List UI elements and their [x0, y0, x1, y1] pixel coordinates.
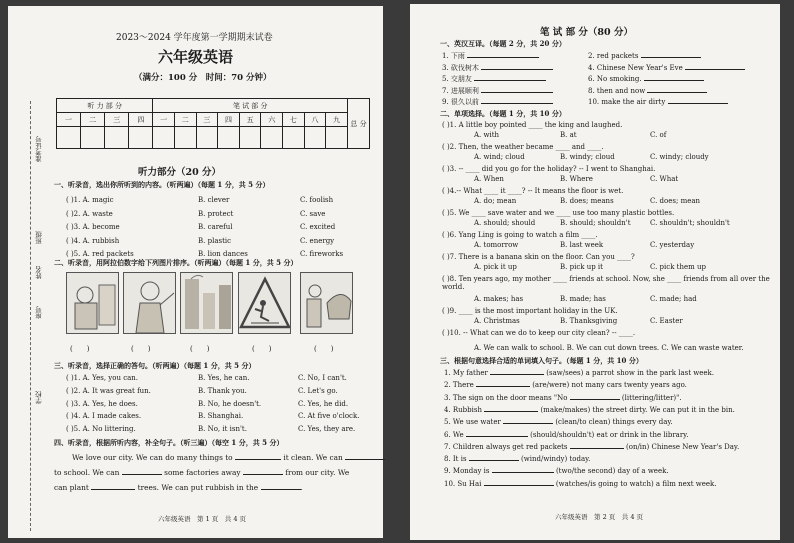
q4-text-3a: can plant [54, 483, 89, 492]
score-cell[interactable] [196, 127, 218, 149]
picture-1 [66, 272, 119, 334]
q4-line-3 [54, 483, 303, 492]
q1-item-2-a[interactable]: ( )2. A. waste [66, 209, 113, 218]
q4-blank-6[interactable] [261, 483, 301, 490]
s2-question-3: ( )3. -- ____ did you go for the holiday? -- I went to Shanghai. [442, 165, 656, 173]
s3-text: 9. Monday is [444, 467, 490, 476]
s3-item-4 [444, 405, 735, 414]
s1-answer-blank[interactable] [481, 86, 553, 93]
q1-item-4-b[interactable]: B. plastic [198, 236, 232, 245]
s2-option-1-c[interactable]: C. of [650, 131, 667, 139]
score-col-w5: 五 [239, 113, 261, 127]
q3-item-5-b[interactable]: B. No, it isn't. [198, 425, 247, 434]
s1-item-right-4 [588, 86, 707, 95]
picture-4-slippery-sign [238, 272, 291, 334]
q1-item-4-c[interactable]: C. energy [300, 236, 335, 245]
s2-option-4-b[interactable]: B. does; means [560, 197, 614, 205]
q1-item-1-b[interactable]: B. clever [198, 196, 230, 204]
s2-question-5: ( )5. We ____ save water and we ____ use too many plastic bottles. [442, 209, 675, 217]
q4-line-2 [54, 468, 349, 477]
s2-question-1: ( )1. A little boy pointed ____ the king and laughed. [442, 121, 623, 129]
main-title: 六年级英语 [158, 48, 234, 66]
side-label-seat: 座号 [35, 306, 43, 319]
s1-term: 7. 进展顺利 [442, 86, 479, 95]
s1-answer-blank[interactable] [668, 97, 728, 104]
s3-item-6 [444, 430, 688, 439]
side-label-class: 班级 [35, 231, 43, 244]
s2-option-8-a[interactable]: A. makes; has [474, 295, 524, 303]
s3-text: 1. My father [444, 369, 488, 377]
picture-2 [123, 272, 176, 334]
year-title: 2023～2024 学年度第一学期期末试卷 [116, 33, 273, 43]
q2-answer-bracket-2[interactable]: ( ) [131, 345, 151, 353]
score-col-l1: 一 [57, 113, 81, 127]
s3-text: (watches/is going to watch) a film next week. [555, 479, 717, 488]
q3-instruction: 三、听录音，选择正确的答句。（听两遍）（每题 1 分，共 5 分） [54, 361, 256, 370]
s3-text: (should/shouldn't) eat or drink in the library. [530, 430, 689, 439]
q4-instruction: 四、听录音，根据所听内容，补全句子。（听三遍）（每空 1 分，共 5 分） [54, 438, 284, 447]
s2-question-7: ( )7. There is a banana skin on the floor. Can you ____? [442, 253, 635, 261]
written-heading: 笔 试 部 分（80 分） [540, 27, 633, 38]
s3-item-5 [444, 417, 673, 426]
picture-3 [180, 272, 233, 334]
q4-text-1a: We love our city. We can do many things to [72, 453, 233, 462]
score-col-w6: 六 [261, 113, 283, 127]
s3-answer-blank[interactable] [492, 466, 554, 473]
score-col-w8: 八 [304, 113, 326, 127]
q3-item-3-c[interactable]: C. Yes, he did. [298, 399, 349, 408]
q1-item-5-b[interactable]: B. lion dances [198, 250, 248, 258]
q4-text-1b: it clean. We can [283, 453, 343, 462]
q1-item-2-b[interactable]: B. protect [198, 209, 234, 218]
q3-item-4-b[interactable]: B. Shanghai. [198, 412, 244, 421]
score-cell[interactable] [105, 127, 129, 149]
s1-term: 10. make the air dirty [588, 98, 666, 107]
s3-text: 10. Su Hai [444, 479, 482, 488]
q3-item-3-a[interactable]: ( )3. A. Yes, he does. [66, 399, 138, 408]
score-col-w2: 二 [174, 113, 196, 127]
s2-option-3-c[interactable]: C. What [650, 175, 679, 183]
s2-q10-options: A. We can walk to school. B. We can cut down trees. C. We can waste water. [474, 344, 744, 352]
q4-text-3c: . [300, 483, 303, 492]
side-label-name: 姓名 [35, 266, 43, 279]
s2-option-3-a[interactable]: A. When [474, 175, 504, 183]
q1-item-5-c[interactable]: C. fireworks [300, 250, 344, 258]
s2-option-9-c[interactable]: C. Easter [650, 317, 683, 325]
q4-blank-3[interactable] [122, 468, 162, 475]
s3-answer-blank[interactable] [476, 380, 530, 387]
q4-line-1 [72, 453, 385, 462]
s3-answer-blank[interactable] [469, 454, 519, 461]
score-cell[interactable] [174, 127, 196, 149]
side-label-school: 学校 [35, 391, 43, 404]
s2-option-7-b[interactable]: B. pick up it [560, 263, 603, 271]
s2-option-2-b[interactable]: B. windy; cloud [560, 153, 615, 161]
q4-blank-1[interactable] [235, 453, 281, 460]
s1-answer-blank[interactable] [481, 63, 553, 70]
s1-item-left-5 [442, 97, 553, 107]
s3-text: (are/were) not many cars twenty years ago. [532, 381, 687, 390]
q4-text-2a: to school. We can [54, 468, 120, 477]
s3-answer-blank[interactable] [490, 368, 544, 375]
s3-text: (on/in) Chinese New Year's Day. [626, 442, 740, 451]
q3-item-3-b[interactable]: B. No, he doesn't. [198, 399, 262, 408]
s2-option-5-b[interactable]: B. should; shouldn't [560, 219, 631, 227]
score-col-w7: 七 [283, 113, 305, 127]
q4-text-2b: some factories away [164, 468, 241, 477]
q1-item-3-c[interactable]: C. excited [300, 223, 336, 231]
s3-text: (wind/windy) today. [521, 455, 591, 464]
s3-text: 3. The sign on the door means "No [444, 393, 568, 402]
s1-term: 4. Chinese New Year's Eve [588, 63, 683, 72]
s3-text: (clean/to clean) things every day. [555, 418, 673, 427]
s3-text: 7. Children always get red packets [444, 442, 568, 451]
s2-option-9-a[interactable]: A. Christmas [474, 317, 520, 325]
s3-item-3 [444, 393, 682, 402]
q4-text-2c: from our city. We [285, 468, 350, 477]
exam-page-1 [8, 6, 383, 538]
listening-heading: 听力部分（20 分） [138, 167, 222, 178]
s3-answer-blank[interactable] [466, 430, 528, 437]
s3-text: (two/the second) day of a week. [555, 467, 669, 476]
score-cell[interactable] [283, 127, 305, 149]
s1-term: 5. 交朋友 [442, 75, 472, 84]
s3-text: 4. Rubbish [444, 405, 482, 414]
q3-item-1-b[interactable]: B. Yes, he can. [198, 374, 250, 382]
s2-question-4: ( )4.-- What ____ it ____? -- It means the floor is wet. [442, 187, 624, 195]
score-table [56, 98, 370, 149]
s3-answer-blank[interactable] [570, 442, 624, 449]
s2-option-8-c[interactable]: C. made; had [650, 295, 697, 303]
s1-item-left-1 [442, 51, 539, 61]
s2-option-1-b[interactable]: B. at [560, 131, 577, 139]
q1-item-3-b[interactable]: B. careful [198, 223, 233, 231]
q3-item-5-a[interactable]: ( )5. A. No littering. [66, 425, 136, 434]
s3-answer-blank[interactable] [570, 393, 620, 400]
s3-text: (make/makes) the street dirty. We can put it in the bin. [540, 405, 735, 414]
q1-item-1-c[interactable]: C. foolish [300, 196, 334, 204]
q3-item-1-a[interactable]: ( )1. A. Yes, you can. [66, 374, 139, 382]
s1-answer-blank[interactable] [647, 86, 707, 93]
score-listening-header: 听 力 部 分 [57, 99, 153, 113]
s1-item-right-5 [588, 97, 728, 106]
s2-question-2: ( )2. Then, the weather became ____ and ____. [442, 143, 604, 151]
exam-page-2 [410, 4, 780, 540]
s2-option-5-a[interactable]: A. should; should [474, 219, 536, 227]
s3-answer-blank[interactable] [484, 405, 538, 412]
s1-term: 8. then and now [588, 86, 646, 95]
binding-line [30, 101, 31, 531]
s3-item-8 [444, 454, 590, 463]
s3-answer-blank[interactable] [484, 479, 554, 486]
score-cell[interactable] [261, 127, 283, 149]
s2-option-9-b[interactable]: B. Thanksgiving [560, 317, 618, 325]
s2-option-4-a[interactable]: A. do; mean [474, 197, 517, 205]
s3-text: 2. There [444, 381, 474, 390]
side-label-exam-number: 准考证号 [35, 136, 43, 162]
s2-option-2-a[interactable]: A. wind; cloud [474, 153, 525, 161]
q4-blank-5[interactable] [91, 483, 135, 490]
q1-item-3-a[interactable]: ( )3. A. become [66, 223, 120, 231]
q2-answer-bracket-3[interactable]: ( ) [190, 345, 210, 353]
q3-item-2-b[interactable]: B. Thank you. [198, 386, 247, 395]
score-cell[interactable] [153, 127, 175, 149]
q3-item-2-a[interactable]: ( )2. A. It was great fun. [66, 386, 151, 395]
s3-item-9 [444, 466, 669, 475]
page-footer-2: 六年级英语 第 2 页 共 4 页 [555, 513, 644, 521]
s1-item-right-2 [588, 63, 745, 72]
s3-text: (littering/litter)". [621, 393, 682, 402]
q3-item-2-c[interactable]: C. Let's go. [298, 386, 338, 395]
s1-item-right-1 [588, 51, 701, 60]
score-cell[interactable] [129, 127, 153, 149]
q1-item-5-a[interactable]: ( )5. A. red packets [66, 250, 134, 258]
s1-term: 6. No smoking. [588, 75, 642, 84]
score-cell[interactable] [239, 127, 261, 149]
s3-item-2 [444, 380, 687, 389]
s1-answer-blank[interactable] [474, 74, 546, 81]
score-col-l2: 二 [81, 113, 105, 127]
s1-answer-blank[interactable] [481, 97, 553, 104]
s2-option-7-c[interactable]: C. pick them up [650, 263, 706, 271]
score-col-w3: 三 [196, 113, 218, 127]
q1-item-2-c[interactable]: C. save [300, 209, 326, 218]
s2-option-8-b[interactable]: B. made; has [560, 295, 606, 303]
s2-option-7-a[interactable]: A. pick it up [474, 263, 517, 271]
score-total-header: 总 分 [348, 99, 370, 149]
q2-answer-bracket-1[interactable]: ( ) [70, 345, 90, 353]
s1-term: 1. 下雨 [442, 52, 465, 60]
score-col-l4: 四 [129, 113, 153, 127]
q4-blank-2[interactable] [345, 453, 385, 460]
q1-item-1-a[interactable]: ( )1. A. magic [66, 196, 114, 204]
s2-question-8: ( )8. Ten years ago, my mother ____ friends at school. Now, she ____ friends from all over the world. [442, 275, 770, 291]
s3-answer-blank[interactable] [503, 417, 553, 424]
s3-item-1 [444, 368, 714, 377]
s1-term: 3. 砍伐树木 [442, 63, 479, 72]
score-col-l3: 三 [105, 113, 129, 127]
score-col-w9: 九 [326, 113, 348, 127]
s1-answer-blank[interactable] [641, 51, 701, 58]
page-footer-1: 六年级英语 第 1 页 共 4 页 [158, 515, 247, 523]
s2-option-2-c[interactable]: C. windy; cloudy [650, 153, 709, 161]
q2-answer-bracket-5[interactable]: ( ) [314, 345, 334, 353]
q3-item-4-a[interactable]: ( )4. A. I made cakes. [66, 412, 142, 421]
score-col-w1: 一 [153, 113, 175, 127]
q1-item-4-a[interactable]: ( )4. A. rubbish [66, 236, 120, 245]
s2-question-9: ( )9. ____ is the most important holiday in the UK. [442, 307, 618, 315]
s1-term: 9. 很久以前 [442, 98, 479, 107]
q1-instruction: 一、听录音，选出你所听到的内容。（听两遍）（每题 1 分，共 5 分） [54, 180, 270, 189]
score-cell[interactable] [304, 127, 326, 149]
s1-answer-blank[interactable] [467, 51, 539, 58]
picture-5-lion-dance [300, 272, 353, 334]
score-cell[interactable] [81, 127, 105, 149]
q4-text-3b: trees. We can put rubbish in the [137, 483, 259, 492]
s1-item-left-2 [442, 63, 553, 73]
q3-item-4-c[interactable]: C. At five o'clock. [298, 412, 360, 421]
score-cell[interactable] [218, 127, 240, 149]
s3-instruction: 三、根据句意选择合适的单词填入句子。（每题 1 分，共 10 分） [440, 356, 643, 365]
s2-option-6-b[interactable]: B. last week [560, 241, 604, 249]
s2-option-6-a[interactable]: A. tomorrow [474, 241, 519, 249]
s1-item-left-3 [442, 74, 546, 84]
s2-question-10: ( )10. -- What can we do to keep our city clean? -- ____. [442, 329, 636, 337]
s3-item-7 [444, 442, 739, 451]
s1-item-right-3 [588, 74, 704, 83]
score-col-w4: 四 [218, 113, 240, 127]
q3-item-5-c[interactable]: C. Yes, they are. [298, 425, 356, 434]
s2-option-1-a[interactable]: A. with [474, 131, 500, 139]
s2-option-4-c[interactable]: C. does; mean [650, 197, 701, 205]
score-cell[interactable] [57, 127, 81, 149]
q2-instruction: 二、听录音，用阿拉伯数字给下列图片排序。（听两遍）（每题 1 分，共 5 分） [54, 258, 298, 267]
s3-text: 6. We [444, 430, 464, 439]
s3-text: 5. We use water [444, 418, 501, 427]
score-cell[interactable] [326, 127, 348, 149]
s3-text: 8. It is [444, 455, 467, 464]
score-written-header: 笔 试 部 分 [153, 99, 348, 113]
s2-option-5-c[interactable]: C. shouldn't; shouldn't [650, 219, 730, 227]
q2-answer-bracket-4[interactable]: ( ) [252, 345, 272, 353]
s3-item-10 [444, 479, 716, 488]
s1-answer-blank[interactable] [644, 74, 704, 81]
s1-answer-blank[interactable] [685, 63, 745, 70]
s1-instruction: 一、英汉互译。（每题 2 分，共 20 分） [440, 39, 566, 48]
s3-text: (saw/sees) a parrot show in the park last week. [546, 369, 715, 377]
s1-item-left-4 [442, 86, 553, 96]
s2-instruction: 二、单项选择。（每题 1 分，共 10 分） [440, 109, 566, 118]
q3-item-1-c[interactable]: C. No, I can't. [298, 374, 347, 382]
s2-option-6-c[interactable]: C. yesterday [650, 241, 695, 249]
s1-term: 2. red packets [588, 52, 639, 60]
exam-meta: （满分：100 分 时间：70 分钟） [134, 73, 272, 83]
q4-blank-4[interactable] [243, 468, 283, 475]
s2-question-6: ( )6. Yang Ling is going to watch a film ____. [442, 231, 598, 239]
s2-option-3-b[interactable]: B. Where [560, 175, 593, 183]
